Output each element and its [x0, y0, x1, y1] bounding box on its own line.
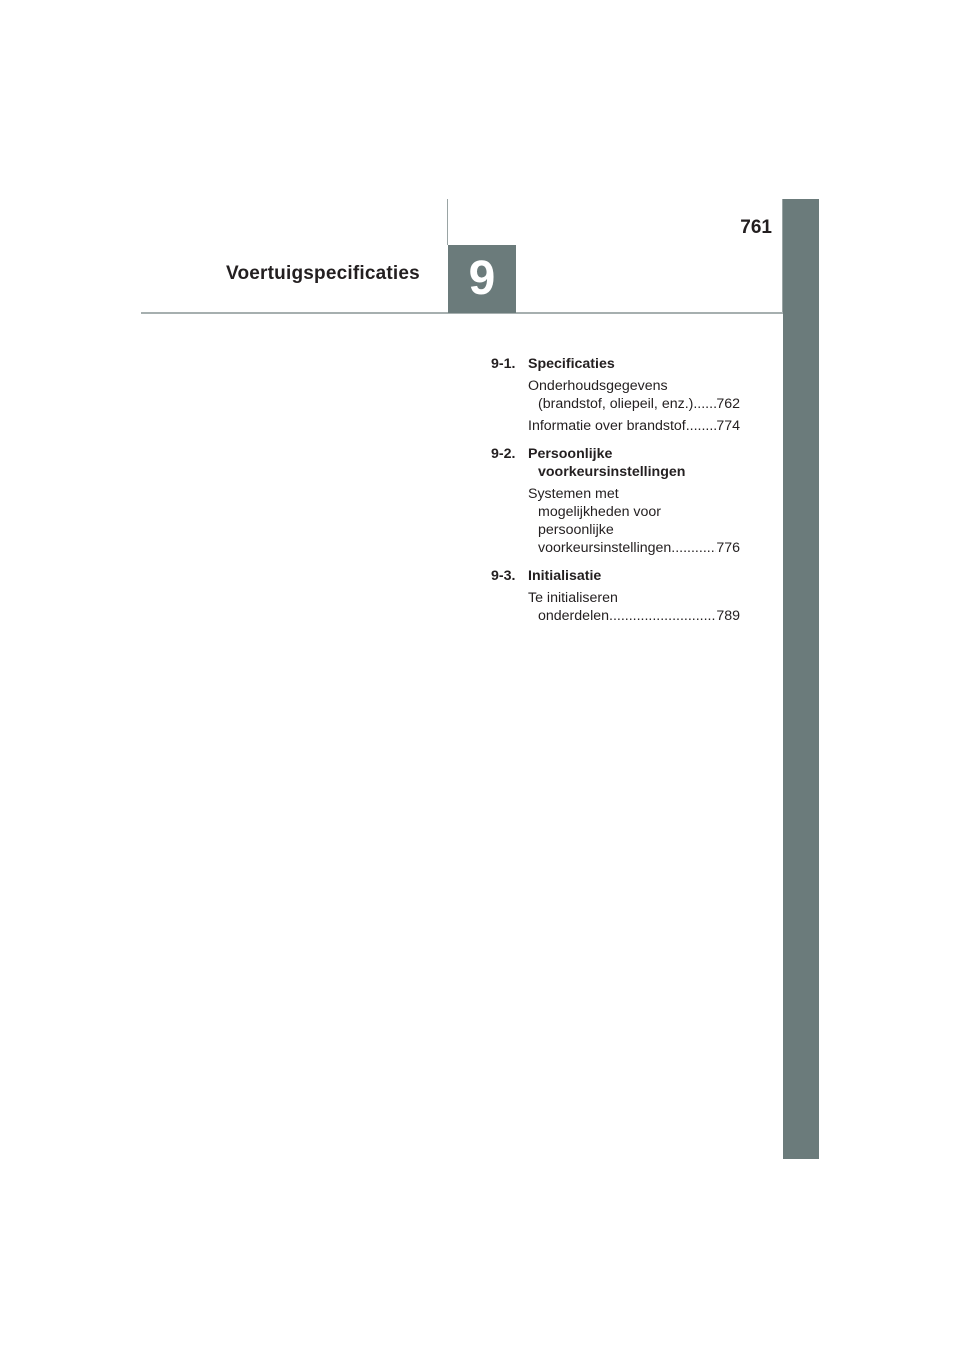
table-of-contents [491, 355, 740, 629]
header-divider-vertical [447, 199, 448, 245]
toc-section-number: 9-3. [491, 568, 516, 584]
toc-page-number: 762 [716, 396, 740, 412]
toc-section-number: 9-1. [491, 356, 516, 372]
toc-section[interactable] [491, 445, 740, 481]
toc-entry-text: persoonlijke [538, 522, 614, 538]
chapter-title: Voertuigspecificaties [226, 263, 420, 284]
toc-entry-text: (brandstof, oliepeil, enz.) [538, 396, 694, 412]
toc-entry[interactable] [491, 485, 740, 557]
chapter-side-tab [783, 199, 819, 1159]
toc-entry-text: Informatie over brandstof [528, 418, 686, 434]
toc-page-number: 774 [716, 418, 740, 434]
leader-dots [686, 417, 717, 435]
leader-dots [609, 607, 716, 625]
toc-entry-text: mogelijkheden voor [538, 504, 662, 520]
toc-section-number: 9-2. [491, 446, 516, 462]
toc-section-title: Specificaties [528, 356, 615, 372]
leader-dots [693, 395, 716, 413]
toc-section-title: Persoonlijke [528, 446, 613, 462]
toc-entry[interactable] [491, 377, 740, 413]
toc-entry[interactable] [491, 589, 740, 625]
toc-entry-text: onderdelen [538, 608, 609, 624]
toc-entry-text: Te initialiseren [528, 590, 618, 606]
chapter-number-badge: 9 [448, 245, 516, 313]
header-divider-right [782, 199, 783, 313]
toc-entry[interactable] [491, 417, 740, 435]
toc-page-number: 789 [716, 608, 740, 624]
toc-entry-text: Systemen met [528, 486, 619, 502]
toc-section[interactable] [491, 355, 740, 373]
toc-entry-text: Onderhoudsgegevens [528, 378, 668, 394]
toc-section-title: voorkeursinstellingen [538, 464, 686, 480]
leader-dots [671, 539, 716, 557]
toc-entry-text: voorkeursinstellingen [538, 540, 672, 556]
toc-section[interactable] [491, 567, 740, 585]
toc-section-title: Initialisatie [528, 568, 602, 584]
page-number: 761 [740, 217, 772, 238]
toc-page-number: 776 [716, 540, 740, 556]
